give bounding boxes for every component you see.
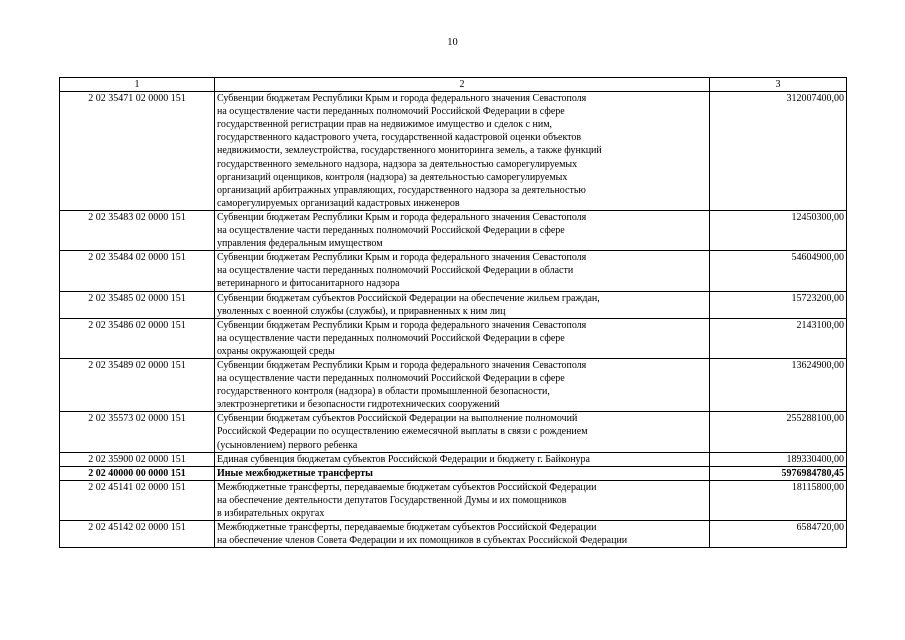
amount: 15723200,00 [710, 291, 847, 318]
description-line: Иные межбюджетные трансферты [217, 467, 373, 479]
description-line: на обеспечение деятельности депутатов Государственной Думы и их помощников [217, 494, 567, 506]
description [215, 318, 710, 358]
column-header-2: 2 [215, 78, 710, 92]
description-line: Субвенции бюджетам субъектов Российской Федерации на обеспечение жильем граждан, [217, 292, 600, 304]
budget-code: 2 02 35483 02 0000 151 [60, 210, 215, 250]
amount: 189330400,00 [710, 452, 847, 466]
amount: 312007400,00 [710, 92, 847, 211]
description-line: на осуществление части переданных полномочий Российской Федерации в сфере [217, 225, 565, 237]
description-line: Единая субвенция бюджетам субъектов Российской Федерации и бюджету г. Байконура [217, 453, 590, 465]
amount: 18115800,00 [710, 480, 847, 520]
amount: 12450300,00 [710, 210, 847, 250]
description-line: Субвенции бюджетам Республики Крым и города федерального значения Севастополя [217, 252, 587, 264]
table-row [60, 251, 847, 291]
budget-code: 2 02 35573 02 0000 151 [60, 412, 215, 452]
description-line: организаций арбитражных управляющих, государственного надзора за деятельностью [217, 184, 586, 196]
description-line: государственного контроля (надзора) в области промышленной безопасности, [217, 386, 550, 398]
page-number: 10 [447, 37, 458, 48]
description-line: (усыновлением) первого ребенка [217, 439, 358, 451]
description-line: Российской Федерации по осуществлению ежемесячной выплаты в связи с рождением [217, 426, 588, 438]
amount: 255288100,00 [710, 412, 847, 452]
amount: 54604900,00 [710, 251, 847, 291]
budget-table [59, 77, 847, 548]
column-header-3: 3 [710, 78, 847, 92]
budget-code: 2 02 40000 00 0000 151 [60, 466, 215, 480]
description [215, 480, 710, 520]
amount: 13624900,00 [710, 358, 847, 411]
description-line: Субвенции бюджетам Республики Крым и города федерального значения Севастополя [217, 93, 587, 105]
table-row [60, 521, 847, 548]
description-line: на осуществление части переданных полномочий Российской Федерации в области [217, 265, 574, 277]
description-line: недвижимости, землеустройства, государственного мониторинга земель, а также функций [217, 145, 602, 157]
description-line: Субвенции бюджетам субъектов Российской Федерации на выполнение полномочий [217, 413, 578, 425]
description-line: государственного земельного надзора, надзора за деятельностью саморегулируемых [217, 158, 578, 170]
description-line: государственного кадастрового учета, государственной кадастровой оценки объектов [217, 132, 582, 144]
budget-code: 2 02 35486 02 0000 151 [60, 318, 215, 358]
budget-code: 2 02 45141 02 0000 151 [60, 480, 215, 520]
description-line: на осуществление части переданных полномочий Российской Федерации в сфере [217, 332, 565, 344]
table-row [60, 210, 847, 250]
description [215, 452, 710, 466]
table-row [60, 92, 847, 211]
description-line: в избирательных округах [217, 508, 325, 519]
description-line: ветеринарного и фитосанитарного надзора [217, 278, 400, 290]
budget-code: 2 02 35471 02 0000 151 [60, 92, 215, 211]
description [215, 291, 710, 318]
description-line: охраны окружающей среды [217, 345, 335, 357]
table-row [60, 412, 847, 452]
column-header-1: 1 [60, 78, 215, 92]
description-line: Субвенции бюджетам Республики Крым и города федерального значения Севастополя [217, 319, 587, 331]
description [215, 521, 710, 548]
table-row [60, 452, 847, 466]
description-line: Межбюджетные трансферты, передаваемые бюджетам субъектов Российской Федерации [217, 481, 597, 493]
description-line: Субвенции бюджетам Республики Крым и города федерального значения Севастополя [217, 211, 587, 223]
budget-code: 2 02 35485 02 0000 151 [60, 291, 215, 318]
description-line: на осуществление части переданных полномочий Российской Федерации в сфере [217, 106, 565, 118]
table-row [60, 291, 847, 318]
description [215, 210, 710, 250]
description [215, 358, 710, 411]
description-line: организаций оценщиков, контроля (надзора) за деятельностью саморегулируемых [217, 171, 568, 183]
budget-code: 2 02 35489 02 0000 151 [60, 358, 215, 411]
description-line: государственной регистрации прав на недвижимое имущество и сделок с ним, [217, 119, 553, 131]
description-line: электроэнергетики и безопасности гидротехнических сооружений [217, 399, 500, 411]
description [215, 92, 710, 211]
table-row [60, 466, 847, 480]
description [215, 251, 710, 291]
table-row [60, 318, 847, 358]
description-line: на обеспечение членов Совета Федерации и их помощников в субъектах Российской Федерации [217, 535, 628, 547]
description [215, 412, 710, 452]
description-line: на осуществление части переданных полномочий Российской Федерации в сфере [217, 373, 565, 385]
description-line: уволенных с военной службы (службы), и приравненных к ним лиц [217, 305, 506, 317]
amount: 6584720,00 [710, 521, 847, 548]
description-line: Межбюджетные трансферты, передаваемые бюджетам субъектов Российской Федерации [217, 522, 597, 534]
table-row [60, 480, 847, 520]
table-header-row [60, 78, 847, 92]
table-row [60, 358, 847, 411]
description-line: управления федеральным имуществом [217, 238, 383, 250]
budget-code: 2 02 35900 02 0000 151 [60, 452, 215, 466]
amount: 2143100,00 [710, 318, 847, 358]
description-line: саморегулируемых организаций кадастровых инженеров [217, 197, 460, 209]
budget-code: 2 02 45142 02 0000 151 [60, 521, 215, 548]
budget-code: 2 02 35484 02 0000 151 [60, 251, 215, 291]
description [215, 466, 710, 480]
description-line: Субвенции бюджетам Республики Крым и города федерального значения Севастополя [217, 359, 587, 371]
amount: 5976984780,45 [710, 466, 847, 480]
